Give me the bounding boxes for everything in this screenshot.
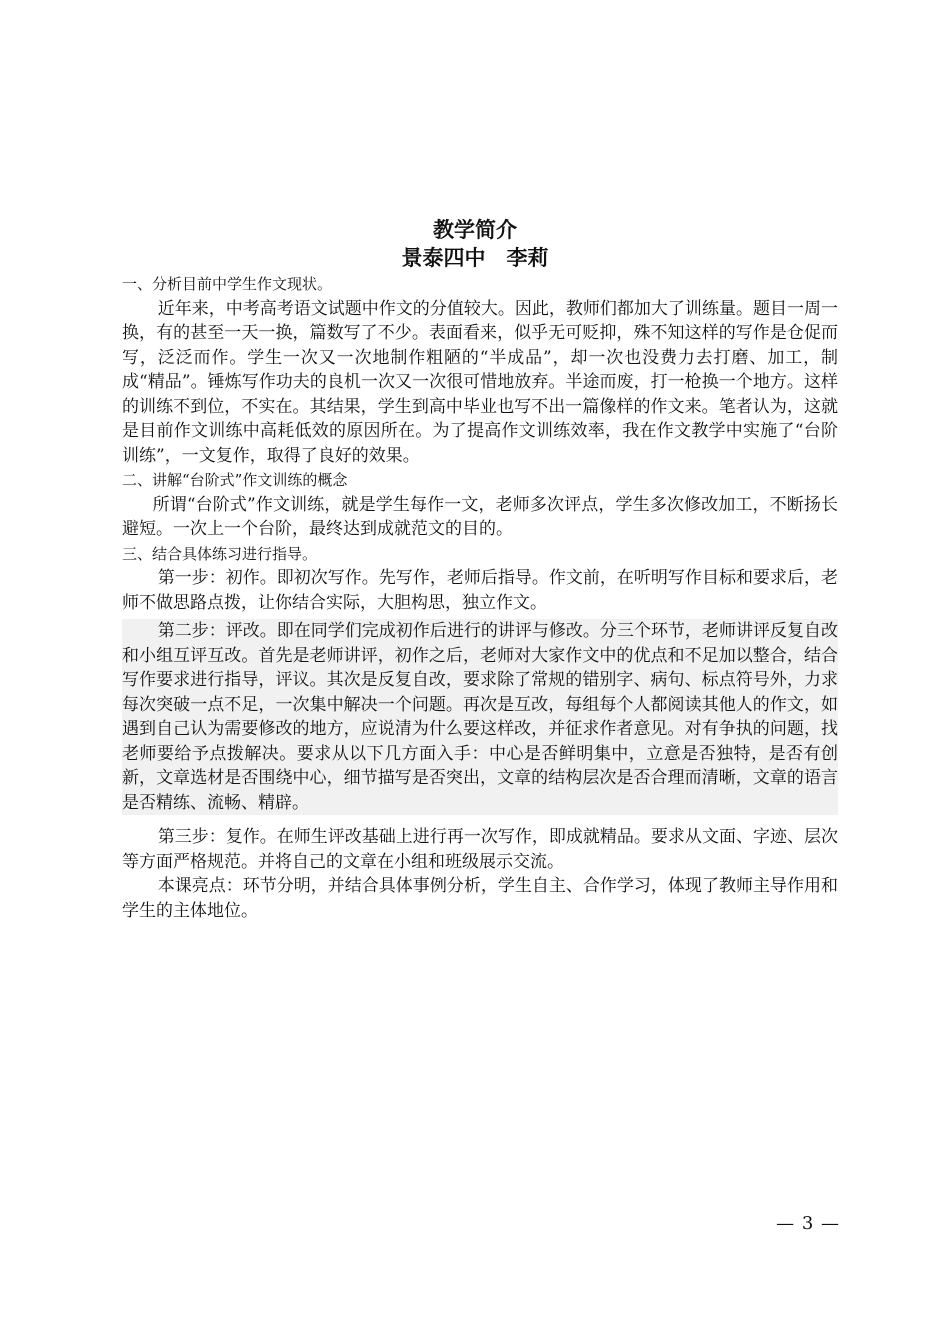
step-2-block [122,619,838,815]
highlight-paragraph: 本课亮点：环节分明，并结合具体事例分析，学生自主、合作学习，体现了教师主导作用和学生的主体地位。 [122,876,838,921]
document-body [122,272,838,923]
step-2-paragraph: 第二步：评改。即在同学们完成初作后进行的讲评与修改。分三个环节，老师讲评反复自改和小组互评互改。首先是老师讲评，初作之后，老师对大家作文中的优点和不足加以整合，结合写作要求进行指导，评议。其次是反复自改，要求除了常规的错别字、病句、标点符号外，力求每次突破一点不足，一次集中解决一个问题。再次是互改，每组每个人都阅读其他人的作文，如遇到自己认为需要修改的地方，应说清为什么要这样改，并征求作者意见。对有争执的问题，找老师要给予点拨解决。要求从以下几方面入手：中心是否鲜明集中，立意是否独特，是否有创新，文章选材是否围绕中心，细节描写是否突出，文章的结构层次是否合理而清晰，文章的语言是否精练、流畅、精辟。 [122,621,838,813]
section-1-heading: 一、分析目前中学生作文现状。 [122,275,333,293]
section-1-paragraph: 近年来，中考高考语文试题中作文的分值较大。因此，教师们都加大了训练量。题目一周一换，有的甚至一天一换，篇数写了不少。表面看来，似乎无可贬抑，殊不知这样的写作是仓促而写，泛泛而作。学生一次又一次地制作粗陋的“半成品”，却一次也没费力去打磨、加工，制成“精品”。锤炼写作功夫的良机一次又一次很可惜地放弃。半途而废，打一枪换一个地方。这样的训练不到位，不实在。其结果，学生到高中毕业也写不出一篇像样的作文来。笔者认为，这就是目前作文训练中高耗低效的原因所在。为了提高作文训练效率，我在作文教学中实施了“台阶训练”，一文复作，取得了良好的效果。 [122,298,838,466]
step-3-paragraph: 第三步：复作。在师生评改基础上进行再一次写作，即成就精品。要求从文面、字迹、层次等方面严格规范。并将自己的文章在小组和班级展示交流。 [122,827,838,872]
step-1-paragraph: 第一步：初作。即初次写作。先写作，老师后指导。作文前，在听明写作目标和要求后，老师不做思路点拨，让你结合实际，大胆构思，独立作文。 [122,568,838,613]
section-3-heading: 三、结合具体练习进行指导。 [122,544,318,563]
document-title: 教学简介 [433,218,517,242]
section-2-heading: 二、讲解“台阶式”作文训练的概念 [122,471,348,489]
page-number: — 3 — [776,1213,840,1234]
author-line: 景泰四中 李莉 [401,246,549,270]
section-2-paragraph: 所谓“台阶式”作文训练，就是学生每作一文，老师多次评点，学生多次修改加工，不断扬长避短。一次上一个台阶，最终达到成就范文的目的。 [122,494,838,539]
